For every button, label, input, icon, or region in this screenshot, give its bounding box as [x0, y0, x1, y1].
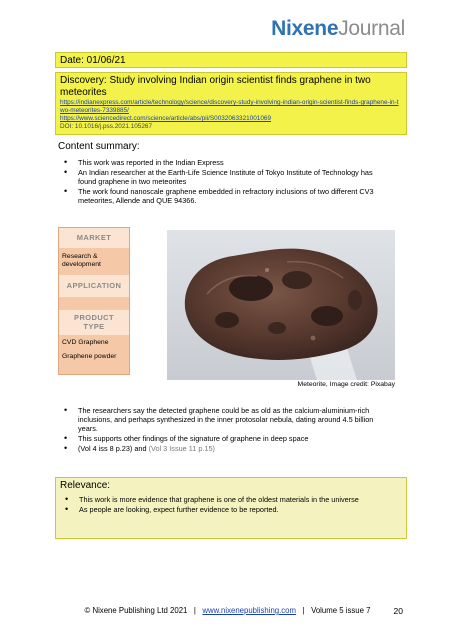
details-list: [62, 406, 392, 454]
list-item: [62, 444, 392, 453]
application-value: [59, 297, 129, 310]
list-item: • An Indian researcher at the Earth-Life Science Institute of Tokyo Institute of Technology has found graphene in two meteorites: [64, 167, 373, 186]
journal-logo: [271, 18, 405, 39]
discovery-box: [55, 72, 407, 135]
list-item: • This supports other findings of the signature of graphene in deep space: [64, 433, 309, 443]
bullet-icon: •: [64, 157, 68, 167]
list-item: • The researchers say the detected graphene could be as old as the calcium-aluminium-rich inclusions, and perhaps synthesized in the inner protosolar nebula, dating around 4.5 billion years.: [64, 405, 374, 433]
list-item: • This work was reported in the Indian Express: [64, 157, 224, 167]
logo-nixene: Nixene: [271, 17, 339, 40]
product-type-label: PRODUCT TYPE: [59, 310, 129, 335]
summary-list: [62, 158, 382, 206]
image-caption: Meteorite, Image credit: Pixabay: [297, 381, 395, 388]
footer-volume: Volume 5 issue 7: [311, 606, 371, 615]
relevance-heading: Relevance:: [60, 480, 111, 491]
list-item: • As people are looking, expect further evidence to be reported.: [65, 504, 279, 514]
product-item: Graphene powder: [62, 353, 117, 360]
list-item: • This work is more evidence that graphene is one of the oldest materials in the universe: [65, 494, 359, 504]
page-number: 20: [393, 606, 403, 616]
bullet-icon: •: [65, 494, 69, 504]
footer-separator: |: [193, 606, 196, 615]
source-link-sciencedirect[interactable]: https://www.sciencedirect.com/science/article/abs/pii/S0032063321001069: [60, 115, 272, 122]
meteorite-photo: [167, 230, 395, 380]
bullet-icon: •: [64, 405, 68, 415]
classification-sidebar: [58, 227, 130, 375]
bullet-icon: •: [65, 504, 69, 514]
application-label: APPLICATION: [59, 275, 129, 297]
date-banner: Date: 01/06/21: [55, 52, 407, 68]
content-summary-heading: Content summary:: [58, 141, 140, 152]
relevance-box: [55, 477, 407, 539]
page-footer: [0, 606, 455, 615]
product-item: CVD Graphene: [62, 339, 109, 346]
market-value: Research & development: [62, 253, 101, 268]
doi-text: DOI: 10.1016/j.pss.2021.105267: [60, 123, 153, 130]
source-link-indianexpress[interactable]: https://indianexpress.com/article/technology/science/discovery-study-involving-indian-origin-scientist-finds-graphene-in-two-meteorites-7339885/: [60, 99, 399, 114]
discovery-title: Discovery: Study involving Indian origin scientist finds graphene in two meteorites: [60, 75, 371, 98]
bullet-icon: •: [64, 433, 68, 443]
bullet-icon: •: [64, 167, 68, 177]
reference-1: (Vol 4 iss 8 p.23) and: [78, 444, 149, 453]
footer-website-link[interactable]: www.nixenepublishing.com: [202, 606, 297, 615]
reference-2: (Vol 3 Issue 11 p.15): [148, 444, 215, 453]
bullet-icon: •: [64, 186, 68, 196]
relevance-list: [63, 495, 402, 514]
footer-separator: |: [302, 606, 305, 615]
footer-copyright: © Nixene Publishing Ltd 2021: [84, 606, 188, 615]
market-label: MARKET: [59, 228, 129, 248]
logo-journal: Journal: [338, 17, 405, 40]
bullet-icon: •: [64, 443, 68, 453]
list-item: • The work found nanoscale graphene embedded in refractory inclusions of two different CV3 meteorites, Allende and QUE 94366.: [64, 186, 374, 205]
